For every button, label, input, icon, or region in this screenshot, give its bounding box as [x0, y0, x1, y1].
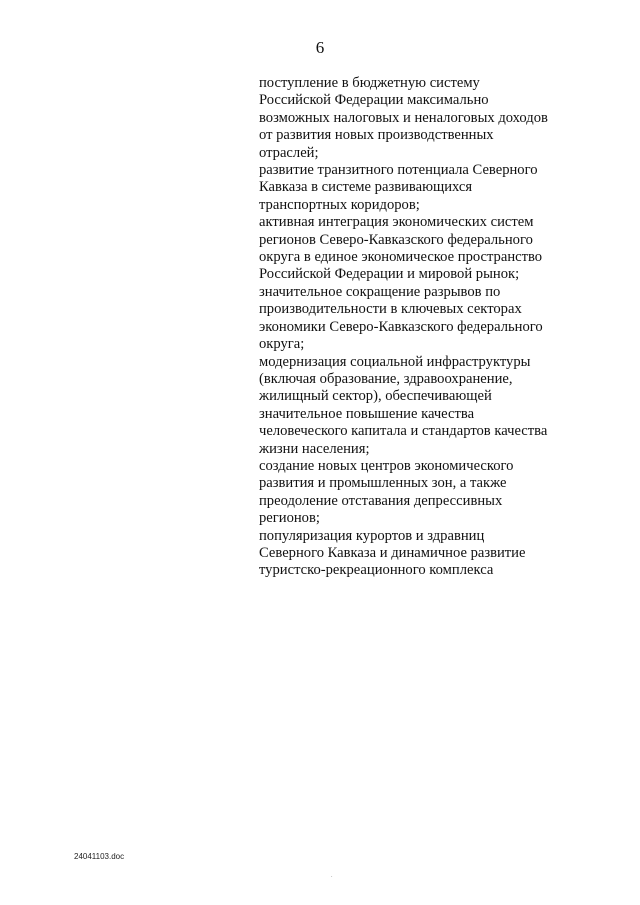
text-line: Кавказа в системе развивающихся	[259, 179, 473, 196]
page-number: 6	[315, 38, 325, 57]
text-line: жилищный сектор), обеспечивающей	[259, 388, 492, 405]
text-line: Северного Кавказа и динамичное развитие	[259, 544, 526, 561]
text-line: (включая образование, здравоохранение,	[259, 370, 513, 387]
text-line: поступление в бюджетную систему	[259, 75, 480, 91]
text-line: регионов Северо-Кавказского федерального	[259, 231, 533, 248]
text-line: модернизация социальной инфраструктуры	[259, 353, 531, 370]
text-line: Российской Федерации и мировой рынок;	[259, 266, 520, 283]
text-line: жизни населения;	[259, 440, 370, 457]
footer-mark: .	[331, 873, 333, 879]
text-line: Российской Федерации максимально	[259, 92, 489, 109]
footer-filename: 24041103.doc	[74, 852, 125, 861]
text-line: активная интеграция экономических систем	[259, 214, 534, 231]
body-text	[259, 75, 569, 580]
text-line: округа;	[259, 336, 305, 353]
text-line: производительности в ключевых секторах	[259, 301, 522, 318]
text-line: значительное повышение качества	[259, 405, 475, 422]
text-line: возможных налоговых и неналоговых доходов	[259, 109, 548, 126]
text-line: округа в единое экономическое пространство	[259, 249, 543, 266]
text-line: туристско-рекреационного комплекса	[259, 562, 494, 579]
text-line: регионов;	[259, 510, 320, 527]
text-line: транспортных коридоров;	[259, 196, 420, 213]
text-line: создание новых центров экономического	[259, 457, 514, 474]
text-line: от развития новых производственных	[259, 127, 494, 144]
text-line: экономики Северо-Кавказского федерального	[259, 318, 543, 335]
text-line: значительное сокращение разрывов по	[259, 283, 501, 300]
text-line: развитие транзитного потенциала Северного	[259, 162, 538, 179]
text-line: развития и промышленных зон, а также	[259, 475, 507, 492]
text-line: популяризация курортов и здравниц	[259, 527, 485, 544]
text-line: преодоление отставания депрессивных	[259, 492, 503, 509]
text-line: отраслей;	[259, 144, 319, 161]
text-line: человеческого капитала и стандартов качества	[259, 423, 548, 440]
